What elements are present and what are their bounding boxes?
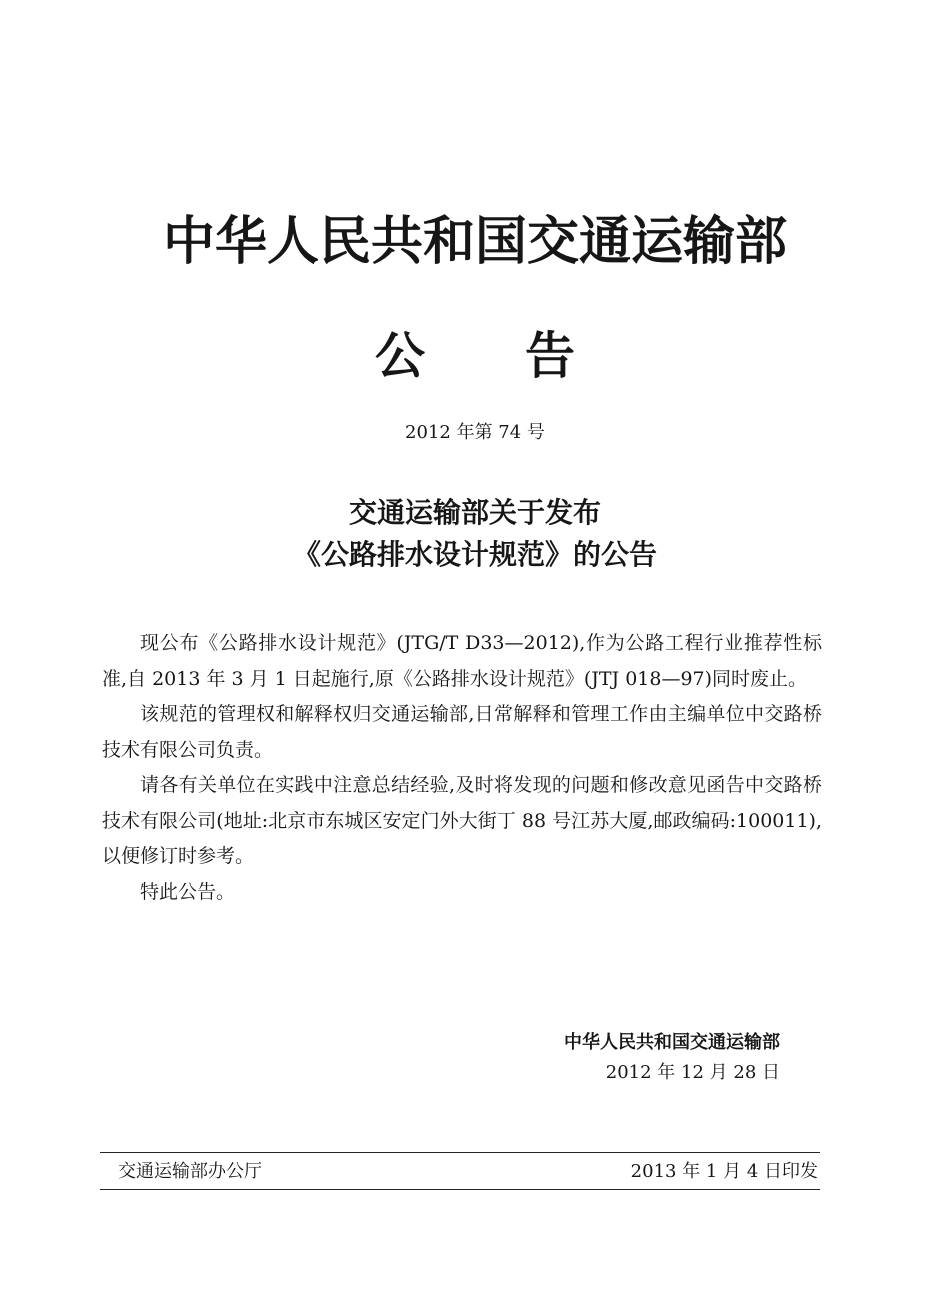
- announcement-title: [0, 492, 950, 576]
- title-line-1: 交通运输部关于发布: [348, 496, 601, 529]
- document-type-heading: [0, 324, 950, 388]
- body-paragraph: 请各有关单位在实践中注意总结经验,及时将发现的问题和修改意见函告中交路桥技术有限公司(地址:北京市东城区安定门外大街丁 88 号江苏大厦,邮政编码:100011),以便修订时参考。: [102, 774, 822, 867]
- body-paragraph: 特此公告。: [140, 880, 236, 903]
- signature-block: [564, 1028, 780, 1088]
- footer-divider-top: [100, 1152, 820, 1153]
- issuer-heading: 中华人民共和国交通运输部: [162, 211, 787, 272]
- announcement-body: [102, 626, 822, 910]
- footer-office: 交通运输部办公厅: [118, 1161, 262, 1182]
- footer-divider-bottom: [100, 1189, 820, 1190]
- body-paragraph: 现公布《公路排水设计规范》(JTG/T D33—2012),作为公路工程行业推荐性标准,自 2013 年 3 月 1 日起施行,原《公路排水设计规范》(JTJ 018—97)同时废止。: [102, 632, 822, 690]
- body-paragraph: 该规范的管理权和解释权归交通运输部,日常解释和管理工作由主编单位中交路桥技术有限公司负责。: [102, 703, 822, 761]
- document-type-char-2: 告: [525, 326, 575, 385]
- title-line-2: 《公路排水设计规范》的公告: [292, 538, 657, 571]
- signature-organization: 中华人民共和国交通运输部: [564, 1032, 780, 1053]
- signature-date: 2012 年 12 月 28 日: [605, 1062, 780, 1083]
- document-number: 2012 年第 74 号: [405, 422, 545, 443]
- document-type-char-1: 公: [375, 326, 425, 385]
- footer-print-date: 2013 年 1 月 4 日印发: [630, 1161, 818, 1182]
